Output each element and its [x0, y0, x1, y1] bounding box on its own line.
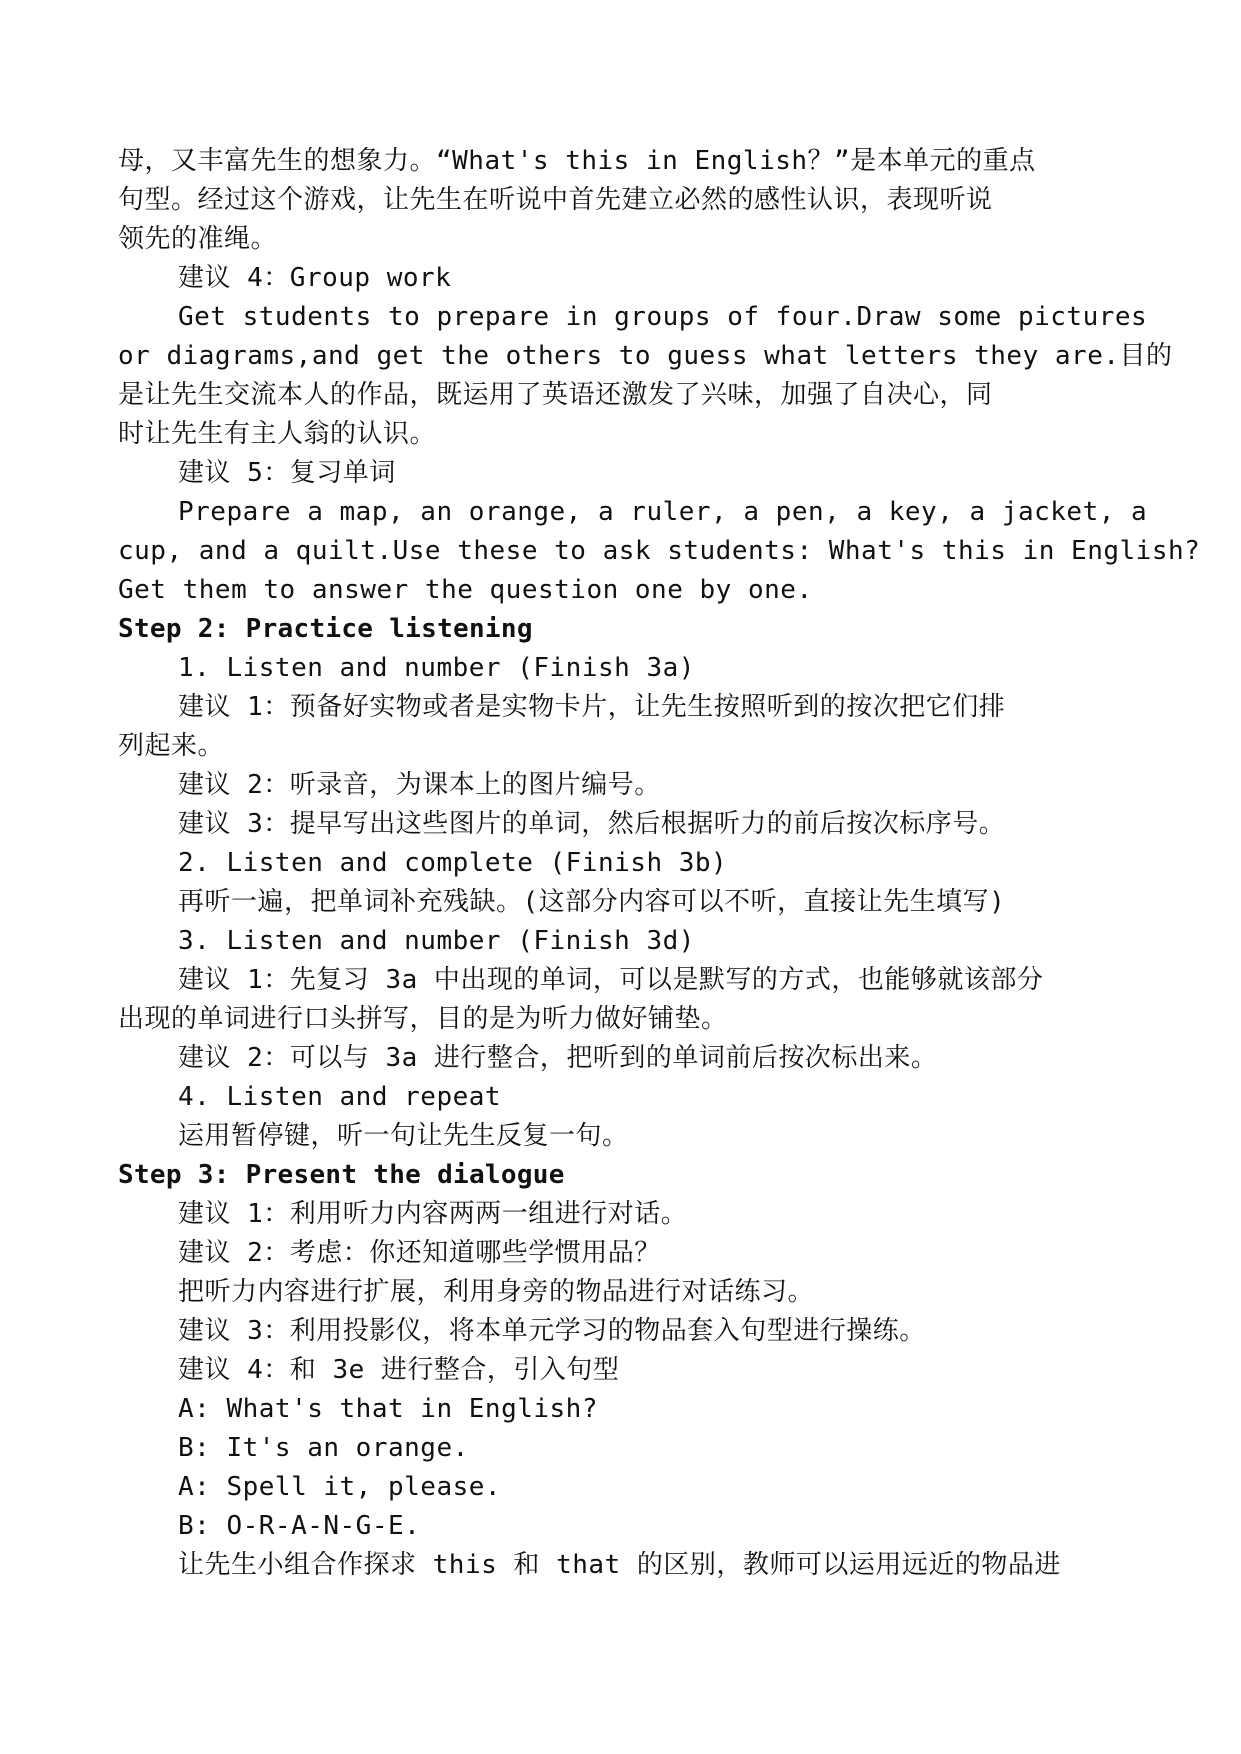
text-line: A: What's that in English?: [178, 1394, 598, 1424]
text-line: 建议 4：Group work: [178, 263, 452, 293]
text-line: B: It's an orange.: [178, 1433, 469, 1463]
text-line: 把听力内容进行扩展，利用身旁的物品进行对话练习。: [178, 1277, 815, 1307]
section-heading: Step 2: Practice listening: [118, 614, 533, 644]
text-line: 再听一遍，把单词补充残缺。(这部分内容可以不听，直接让先生填写): [178, 887, 1006, 917]
text-line: 建议 4：和 3e 进行整合，引入句型: [178, 1355, 620, 1385]
text-line: 运用暂停键，听一句让先生反复一句。: [178, 1121, 629, 1151]
text-line: 2. Listen and complete (Finish 3b): [178, 848, 728, 878]
document-body: [118, 142, 1201, 1585]
text-line: 建议 1：预备好实物或者是实物卡片，让先生按照听到的按次把它们排: [178, 692, 1006, 722]
section-heading: Step 3: Present the dialogue: [118, 1160, 565, 1190]
text-line: 4. Listen and repeat: [178, 1082, 502, 1112]
text-line: 句型。经过这个游戏，让先生在听说中首先建立必然的感性认识，表现听说: [118, 185, 993, 215]
text-line: Prepare a map, an orange, a ruler, a pen, a key, a jacket, a: [178, 497, 1148, 527]
text-line: B: O-R-A-N-G-E.: [178, 1511, 421, 1541]
text-line: 建议 1：先复习 3a 中出现的单词，可以是默写的方式，也能够就该部分: [178, 965, 1044, 995]
text-line: 建议 3：利用投影仪，将本单元学习的物品套入句型进行操练。: [178, 1316, 926, 1346]
text-line: 建议 2：可以与 3a 进行整合，把听到的单词前后按次标出来。: [178, 1043, 938, 1073]
text-line: 建议 2：考虑：你还知道哪些学惯用品？: [178, 1238, 661, 1268]
text-line: cup, and a quilt.Use these to ask students: What's this in English?: [118, 536, 1201, 566]
text-line: Get them to answer the question one by one.: [118, 575, 813, 605]
text-line: 母，又丰富先生的想象力。“What's this in English？”是本单元的重点: [118, 146, 1036, 176]
text-line: 3. Listen and number (Finish 3d): [178, 926, 695, 956]
text-line: 让先生小组合作探求 this 和 that 的区别，教师可以运用远近的物品进: [178, 1550, 1061, 1580]
text-line: 建议 5：复习单词: [178, 458, 396, 488]
text-line: or diagrams,and get the others to guess what letters they are.目的: [118, 341, 1173, 371]
text-line: 领先的准绳。: [118, 224, 278, 254]
text-line: 列起来。: [118, 731, 225, 761]
text-line: 建议 1：利用听力内容两两一组进行对话。: [178, 1199, 688, 1229]
text-line: 出现的单词进行口头拼写，目的是为听力做好铺垫。: [118, 1004, 728, 1034]
text-line: A: Spell it, please.: [178, 1472, 502, 1502]
text-line: 1. Listen and number (Finish 3a): [178, 653, 695, 683]
text-line: 时让先生有主人翁的认识。: [118, 419, 437, 449]
text-line: 建议 3：提早写出这些图片的单词，然后根据听力的前后按次标序号。: [178, 809, 1006, 839]
text-line: Get students to prepare in groups of four.Draw some pictures: [178, 302, 1148, 332]
text-line: 是让先生交流本人的作品，既运用了英语还激发了兴味，加强了自决心，同: [118, 380, 993, 410]
text-line: 建议 2：听录音，为课本上的图片编号。: [178, 770, 661, 800]
